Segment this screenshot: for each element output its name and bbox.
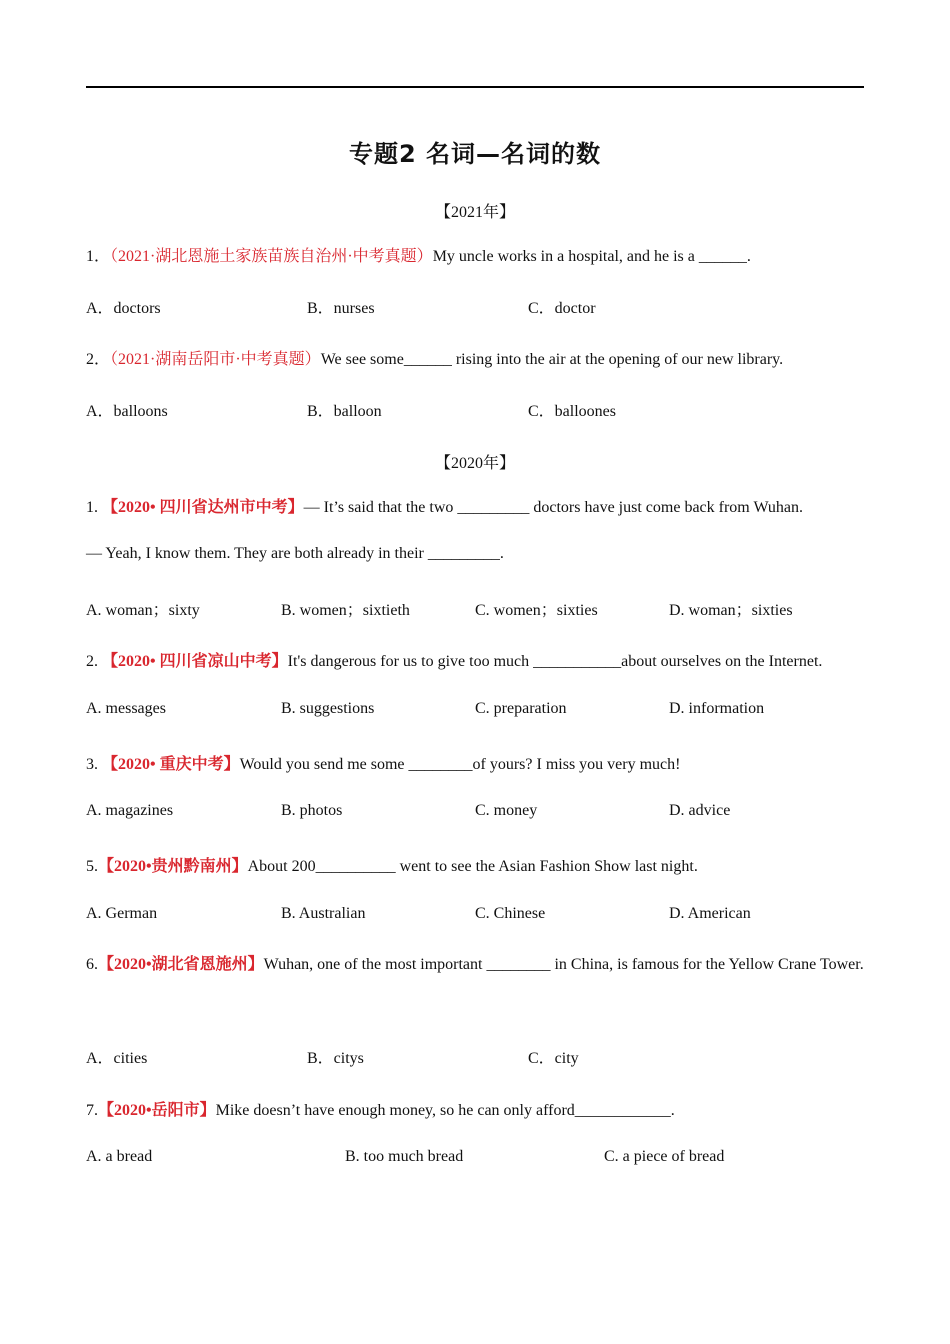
question-text: We see some______ rising into the air at the opening of our new library. (320, 351, 784, 368)
question-text: It's dangerous for us to give too much ___________about ourselves on the Internet. (287, 653, 823, 670)
option-b[interactable]: B. women；sixtieth (281, 602, 410, 619)
option-a[interactable]: A．doctors (86, 300, 161, 317)
question-2020-3 (86, 751, 876, 774)
option-d[interactable]: D. advice (669, 802, 731, 819)
option-c[interactable]: C．doctor (528, 300, 596, 317)
question-number: 2． (86, 351, 111, 368)
question-2021-1 (86, 243, 876, 266)
option-a[interactable]: A. messages (86, 700, 166, 717)
question-number: 3. (86, 756, 102, 773)
question-number: 5. (86, 858, 98, 875)
question-source: （2021·湖南岳阳市·中考真题） (110, 351, 321, 368)
option-c[interactable]: C. a piece of bread (604, 1148, 725, 1165)
option-a[interactable]: A. German (86, 905, 158, 922)
option-b[interactable]: B. Australian (281, 905, 366, 922)
question-number: 7. (86, 1102, 98, 1119)
question-number: 6. (86, 956, 98, 973)
option-a[interactable]: A. a bread (86, 1148, 153, 1165)
header-rule (86, 86, 864, 88)
option-c[interactable]: C. money (475, 802, 538, 819)
question-text: Would you send me some ________of yours? I miss you very much! (239, 756, 681, 773)
option-a[interactable]: A. magazines (86, 802, 174, 819)
question-2020-5 (86, 853, 876, 876)
option-b[interactable]: B．balloon (307, 403, 382, 420)
question-text: — It’s said that the two _________ doctors have just come back from Wuhan. (303, 499, 804, 516)
question-number: 1. (86, 499, 102, 516)
page-title: 专题2 名词—名词的数 (348, 140, 602, 168)
question-source: 【2020•岳阳市】 (98, 1102, 216, 1119)
question-2021-2 (86, 346, 876, 369)
option-c[interactable]: C. preparation (475, 700, 567, 717)
option-d[interactable]: D. woman；sixties (669, 602, 793, 619)
option-b[interactable]: B. photos (281, 802, 343, 819)
option-d[interactable]: D. American (669, 905, 751, 922)
option-c[interactable]: C．city (528, 1050, 579, 1067)
question-source: 【2020•贵州黔南州】 (98, 858, 248, 875)
question-source: 【2020•湖北省恩施州】 (98, 956, 264, 973)
question-2020-7 (86, 1097, 876, 1120)
question-text: My uncle works in a hospital, and he is a ______. (432, 248, 751, 265)
question-number: 1． (86, 248, 111, 265)
option-a[interactable]: A．balloons (86, 403, 168, 420)
question-source: （2021·湖北恩施土家族苗族自治州·中考真题） (110, 248, 433, 265)
question-2020-1 (86, 494, 876, 517)
option-a[interactable]: A．cities (86, 1050, 148, 1067)
question-source: 【2020• 重庆中考】 (102, 756, 240, 773)
option-d[interactable]: D. information (669, 700, 765, 717)
option-c[interactable]: C．balloones (528, 403, 616, 420)
question-2020-1-line2: — Yeah, I know them. They are both already in their _________. (86, 545, 504, 562)
section-heading-2021: 【2021年】 (434, 204, 515, 221)
option-a[interactable]: A. woman；sixty (86, 602, 200, 619)
option-b[interactable]: B．citys (307, 1050, 364, 1067)
question-text: Wuhan, one of the most important ________ in China, is famous for the Yellow Crane Tower. (263, 956, 864, 973)
option-b[interactable]: B. suggestions (281, 700, 375, 717)
question-2020-2 (86, 648, 876, 671)
question-2020-6 (86, 946, 864, 984)
option-b[interactable]: B. too much bread (345, 1148, 464, 1165)
question-number: 2. (86, 653, 102, 670)
option-c[interactable]: C. Chinese (475, 905, 546, 922)
option-c[interactable]: C. women；sixties (475, 602, 598, 619)
question-source: 【2020• 四川省达州市中考】 (102, 499, 304, 516)
question-text: Mike doesn’t have enough money, so he can only afford____________. (215, 1102, 675, 1119)
section-heading-2020: 【2020年】 (434, 455, 515, 472)
question-source: 【2020• 四川省凉山中考】 (102, 653, 288, 670)
option-b[interactable]: B．nurses (307, 300, 375, 317)
question-text: About 200__________ went to see the Asian Fashion Show last night. (247, 858, 698, 875)
